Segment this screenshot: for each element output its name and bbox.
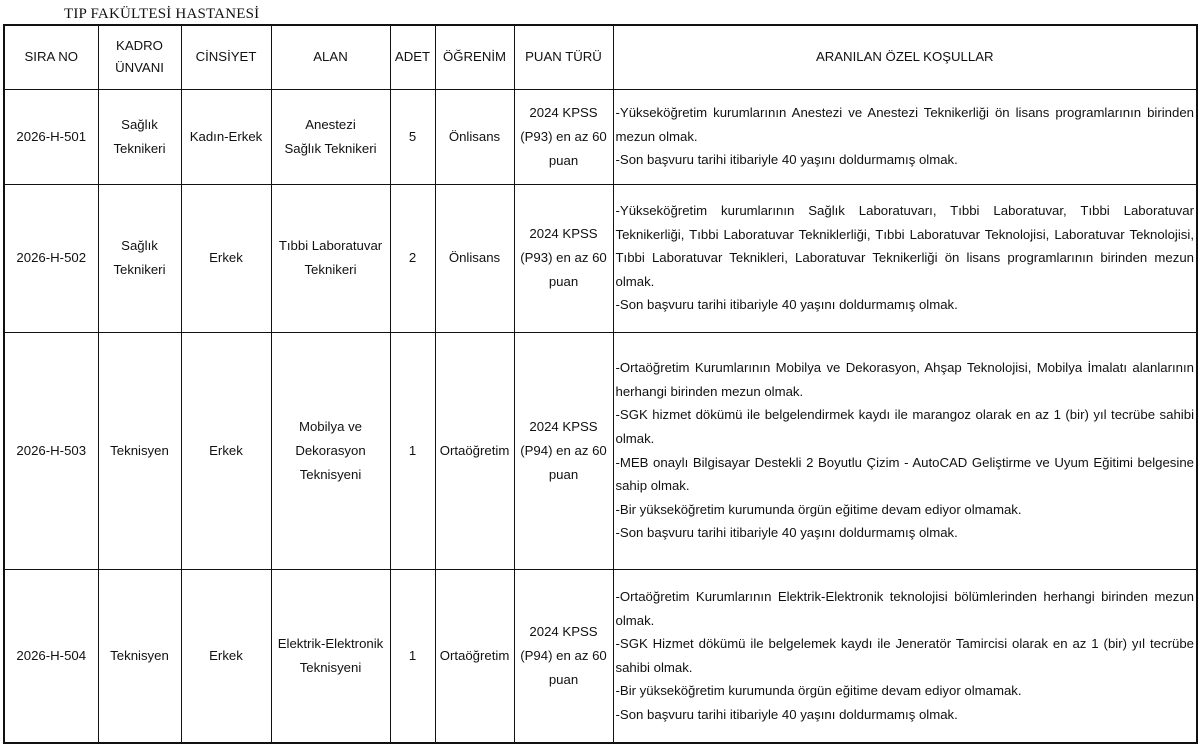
alan-line: Elektrik-Elektronik (277, 635, 384, 651)
alan-line: Teknikeri (304, 262, 357, 277)
table-row (4, 184, 1197, 332)
cell-sira-no: 2026-H-504 (4, 569, 98, 743)
puan-line: 2024 KPSS (529, 104, 598, 120)
positions-table (3, 24, 1198, 744)
cell-puan-turu (514, 569, 613, 743)
cell-ogrenim: Ortaöğretim (435, 332, 514, 569)
puan-line: puan (548, 274, 579, 289)
kadro-line: Teknikeri (113, 140, 166, 156)
cell-adet: 1 (390, 332, 435, 569)
cell-sira-no: 2026-H-502 (4, 184, 98, 332)
cell-ozel-kosullar (613, 569, 1197, 743)
condition-item: -Ortaöğretim Kurumlarının Elektrik-Elektronik teknolojisi bölümlerinden herhangi birinden mezun olmak. (615, 588, 1194, 628)
cell-ozel-kosullar (613, 184, 1197, 332)
cell-kadro-unvani: Teknisyen (98, 332, 181, 569)
cell-cinsiyet: Erkek (181, 184, 271, 332)
cell-puan-turu (514, 332, 613, 569)
alan-line: Teknisyeni (299, 466, 362, 482)
puan-line: 2024 KPSS (529, 418, 598, 434)
puan-line: (P94) en az 60 (520, 647, 607, 663)
cell-puan-turu (514, 89, 613, 184)
puan-line: (P93) en az 60 (520, 250, 607, 265)
puan-line: (P93) en az 60 (520, 128, 607, 144)
cell-ogrenim: Önlisans (435, 184, 514, 332)
kadro-line: Sağlık (121, 238, 158, 253)
cell-alan (271, 569, 390, 743)
cell-ozel-kosullar (613, 332, 1197, 569)
alan-line: Dekorasyon (295, 442, 366, 458)
condition-item: -Son başvuru tarihi itibariyle 40 yaşını doldurmamış olmak. (615, 525, 958, 541)
alan-line: Tıbbi Laboratuvar (278, 238, 383, 253)
alan-line: Teknisyeni (299, 659, 362, 675)
cell-adet: 2 (390, 184, 435, 332)
cell-cinsiyet: Erkek (181, 569, 271, 743)
header-puan-turu: PUAN TÜRÜ (514, 25, 613, 89)
cell-ogrenim: Ortaöğretim (435, 569, 514, 743)
header-adet: ADET (390, 25, 435, 89)
alan-line: Mobilya ve (298, 418, 363, 434)
cell-cinsiyet: Erkek (181, 332, 271, 569)
header-kadro-unvani (98, 25, 181, 89)
header-cinsiyet: CİNSİYET (181, 25, 271, 89)
cell-alan (271, 184, 390, 332)
condition-item: -Bir yükseköğretim kurumunda örgün eğitime devam ediyor olmamak. (615, 501, 1022, 517)
cell-puan-turu (514, 184, 613, 332)
cell-sira-no: 2026-H-501 (4, 89, 98, 184)
kadro-line: Teknikeri (113, 262, 166, 277)
table-row (4, 89, 1197, 184)
table-body (4, 89, 1197, 743)
puan-line: 2024 KPSS (529, 226, 598, 241)
cell-ogrenim: Önlisans (435, 89, 514, 184)
header-aranilan-ozel-kosullar: ARANILAN ÖZEL KOŞULLAR (613, 25, 1197, 89)
puan-line: puan (548, 671, 579, 687)
kadro-line: Sağlık (121, 116, 158, 132)
header-kadro-line2: ÜNVANI (115, 60, 164, 76)
condition-item: -SGK Hizmet dökümü ile belgelemek kaydı ile Jeneratör Tamircisi olarak en az 1 (bir) yıl tecrübe sahibi olmak. (615, 636, 1194, 675)
puan-line: puan (548, 152, 579, 168)
alan-line: Anestezi (305, 116, 356, 132)
cell-kadro-unvani: Teknisyen (98, 569, 181, 743)
header-kadro-line1: KADRO (116, 38, 163, 54)
table-row (4, 569, 1197, 743)
alan-line: Sağlık Teknikeri (284, 140, 377, 156)
document-title: TIP FAKÜLTESİ HASTANESİ (64, 6, 260, 22)
cell-kadro-unvani (98, 89, 181, 184)
condition-item: -Ortaöğretim Kurumlarının Mobilya ve Dekorasyon, Ahşap Teknolojisi, Mobilya İmalatı alanlarının herhangi birinden mezun olmak. (615, 360, 1194, 399)
cell-sira-no: 2026-H-503 (4, 332, 98, 569)
puan-line: (P94) en az 60 (520, 442, 607, 458)
header-alan: ALAN (271, 25, 390, 89)
condition-item: -Son başvuru tarihi itibariyle 40 yaşını doldurmamış olmak. (615, 297, 958, 313)
condition-item: -Son başvuru tarihi itibariyle 40 yaşını doldurmamış olmak. (615, 152, 958, 168)
condition-item: -SGK hizmet dökümü ile belgelendirmek kaydı ile marangoz olarak en az 1 (bir) yıl tecrübe sahibi olmak. (615, 407, 1194, 446)
cell-adet: 1 (390, 569, 435, 743)
condition-item: -Son başvuru tarihi itibariyle 40 yaşını doldurmamış olmak. (615, 706, 958, 722)
puan-line: 2024 KPSS (529, 623, 598, 639)
table-header-row (4, 25, 1197, 89)
cell-cinsiyet: Kadın-Erkek (181, 89, 271, 184)
condition-item: -Yükseköğretim kurumlarının Sağlık Laboratuvarı, Tıbbi Laboratuvar, Tıbbi Laboratuvar Teknikerliği, Tıbbi Laboratuvar Tekniklerliği, Tıbbi Laboratuvar Teknolojisi, Laboratuvar Teknolojisi, Tıbbi Laboratuvar Teknikleri, Laboratuvar Teknikerliği ön lisans programlarının birinden mezun olmak. (615, 203, 1194, 289)
header-ogrenim: ÖĞRENİM (435, 25, 514, 89)
condition-item: -Yükseköğretim kurumlarının Anestezi ve Anestezi Teknikerliği ön lisans programlarının birinden mezun olmak. (615, 105, 1194, 144)
condition-item: -MEB onaylı Bilgisayar Destekli 2 Boyutlu Çizim - AutoCAD Geliştirme ve Uyum Eğitimi belgesine sahip olmak. (615, 454, 1194, 494)
header-sira-no: SIRA NO (4, 25, 98, 89)
cell-alan (271, 89, 390, 184)
cell-adet: 5 (390, 89, 435, 184)
cell-kadro-unvani (98, 184, 181, 332)
cell-alan (271, 332, 390, 569)
cell-ozel-kosullar (613, 89, 1197, 184)
condition-item: -Bir yükseköğretim kurumunda örgün eğitime devam ediyor olmamak. (615, 683, 1022, 699)
table-row (4, 332, 1197, 569)
puan-line: puan (548, 466, 579, 482)
